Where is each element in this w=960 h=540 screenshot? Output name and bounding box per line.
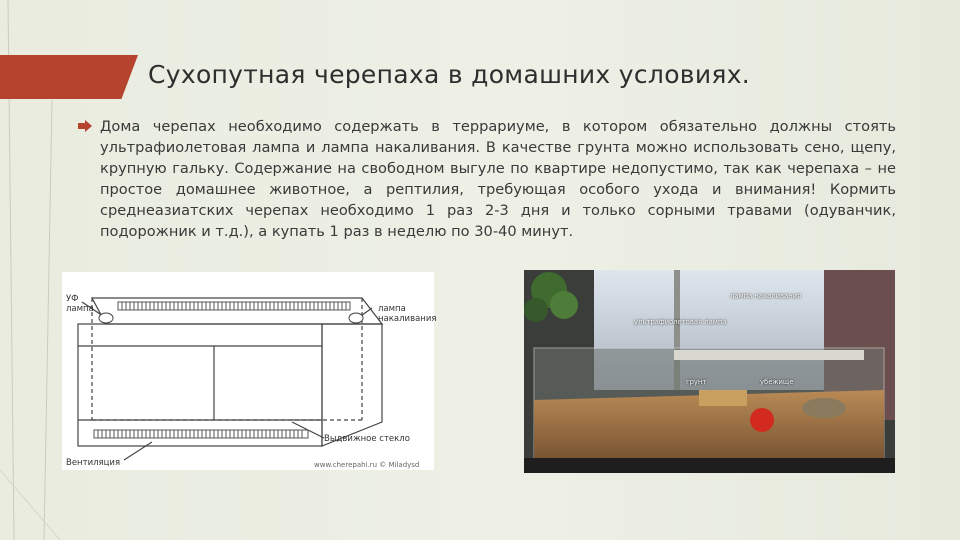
arrow-bullet-icon [78, 120, 92, 132]
photo-lamp-label: лампа накаливания [730, 292, 802, 300]
uv-lamp-label: УФ лампа [66, 294, 94, 314]
body-paragraph: Дома черепах необходимо содержать в террариуме, в котором обязательно должны стоять ультрафиолетовая лампа и лампа накаливания. В качестве грунта можно использовать сено, щепу, крупную гальку. Содержание на свободном выгуле по квартире недопустимо, так как черепаха – не простое домашнее животное, а рептилия, требующая особого ухода и внимания! Кормить среднеазиатских черепах необходимо 1 раз 2-3 дня и только сорными травами (одуванчик, подорожник и т.д.), а купать 1 раз в неделю по 30-40 минут. [100, 118, 896, 240]
photo-uv-label: ультрафиолетовая лампа [634, 318, 727, 326]
diagram-credit: www.cherepahi.ru © Miladysd [314, 461, 420, 469]
terrarium-photo-image [524, 270, 895, 473]
ventilation-label: Вентиляция [66, 458, 121, 468]
terrarium-photo [524, 270, 895, 473]
photo-ground-label: грунт [686, 378, 707, 386]
terrarium-diagram [62, 272, 437, 470]
incandescent-lamp-label: лампа накаливания [378, 304, 437, 324]
title-accent-band [0, 55, 138, 99]
slide-title: Сухопутная черепаха в домашних условиях. [148, 60, 751, 89]
sliding-glass-label: Выдвижное стекло [324, 434, 410, 444]
photo-shelter-label: убежище [760, 378, 794, 386]
